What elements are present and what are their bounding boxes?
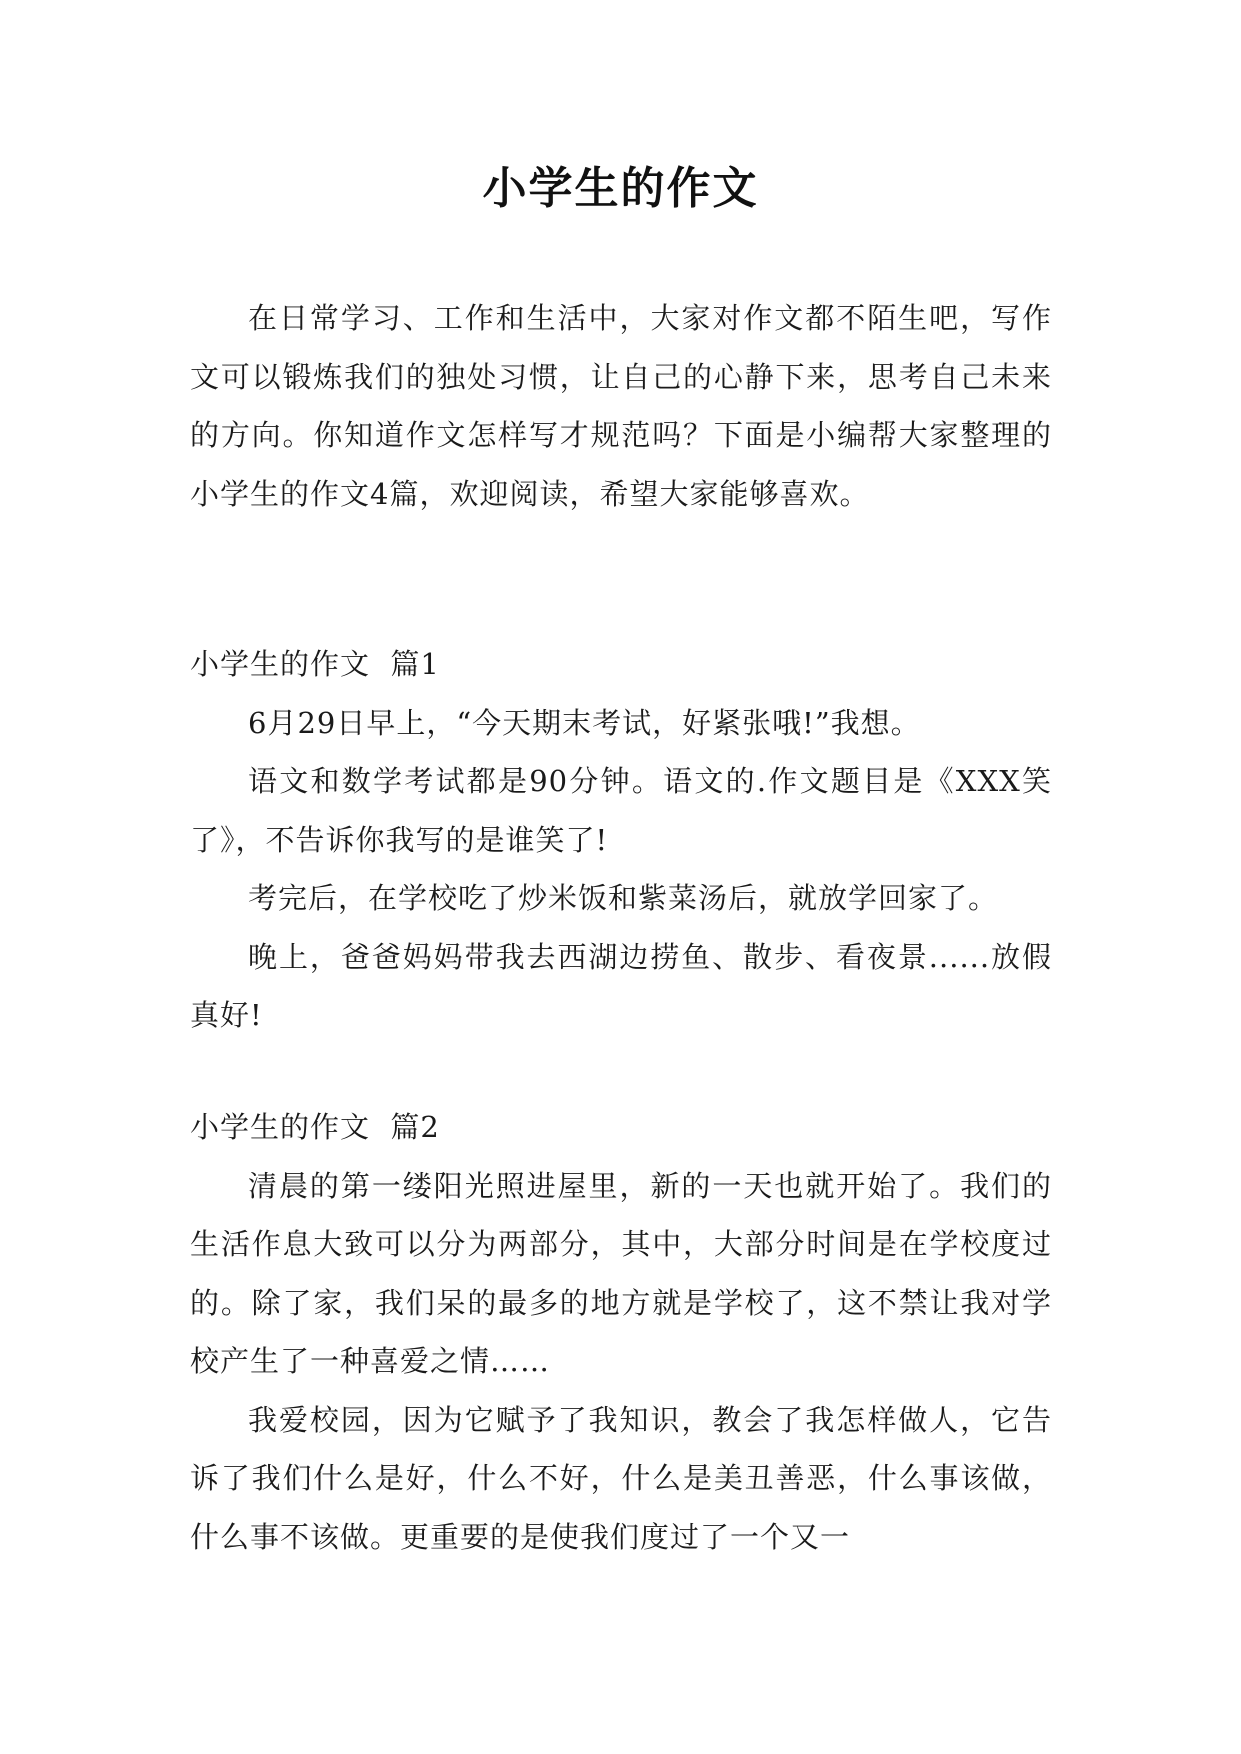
intro-block <box>190 289 1052 523</box>
section-heading: 小学生的作文 篇1 <box>190 647 440 681</box>
section-heading: 小学生的作文 篇2 <box>190 1110 440 1144</box>
paragraph: 语文和数学考试都是90分钟。语文的.作文题目是《XXX笑了》，不告诉你我写的是谁笑了! <box>190 764 1052 857</box>
section-1 <box>190 635 1052 1045</box>
document-title: 小学生的作文 <box>482 163 759 214</box>
section-2 <box>190 1098 1052 1566</box>
intro-paragraph: 在日常学习、工作和生活中，大家对作文都不陌生吧，写作文可以锻炼我们的独处习惯，让自己的心静下来，思考自己未来的方向。你知道作文怎样写才规范吗？下面是小编帮大家整理的小学生的作文4篇，欢迎阅读，希望大家能够喜欢。 <box>190 301 1052 511</box>
paragraph: 我爱校园，因为它赋予了我知识，教会了我怎样做人，它告诉了我们什么是好，什么不好，什么是美丑善恶，什么事该做，什么事不该做。更重要的是使我们度过了一个又一 <box>190 1402 1052 1554</box>
paragraph: 晚上，爸爸妈妈带我去西湖边捞鱼、散步、看夜景......放假真好! <box>190 939 1052 1032</box>
paragraph: 清晨的第一缕阳光照进屋里，新的一天也就开始了。我们的生活作息大致可以分为两部分，其中，大部分时间是在学校度过的。除了家，我们呆的最多的地方就是学校了，这不禁让我对学校产生了一种喜爱之情…… <box>190 1168 1052 1378</box>
paragraph: 6月29日早上，“今天期末考试，好紧张哦!”我想。 <box>248 705 921 740</box>
paragraph: 考完后，在学校吃了炒米饭和紫菜汤后，就放学回家了。 <box>248 881 999 915</box>
